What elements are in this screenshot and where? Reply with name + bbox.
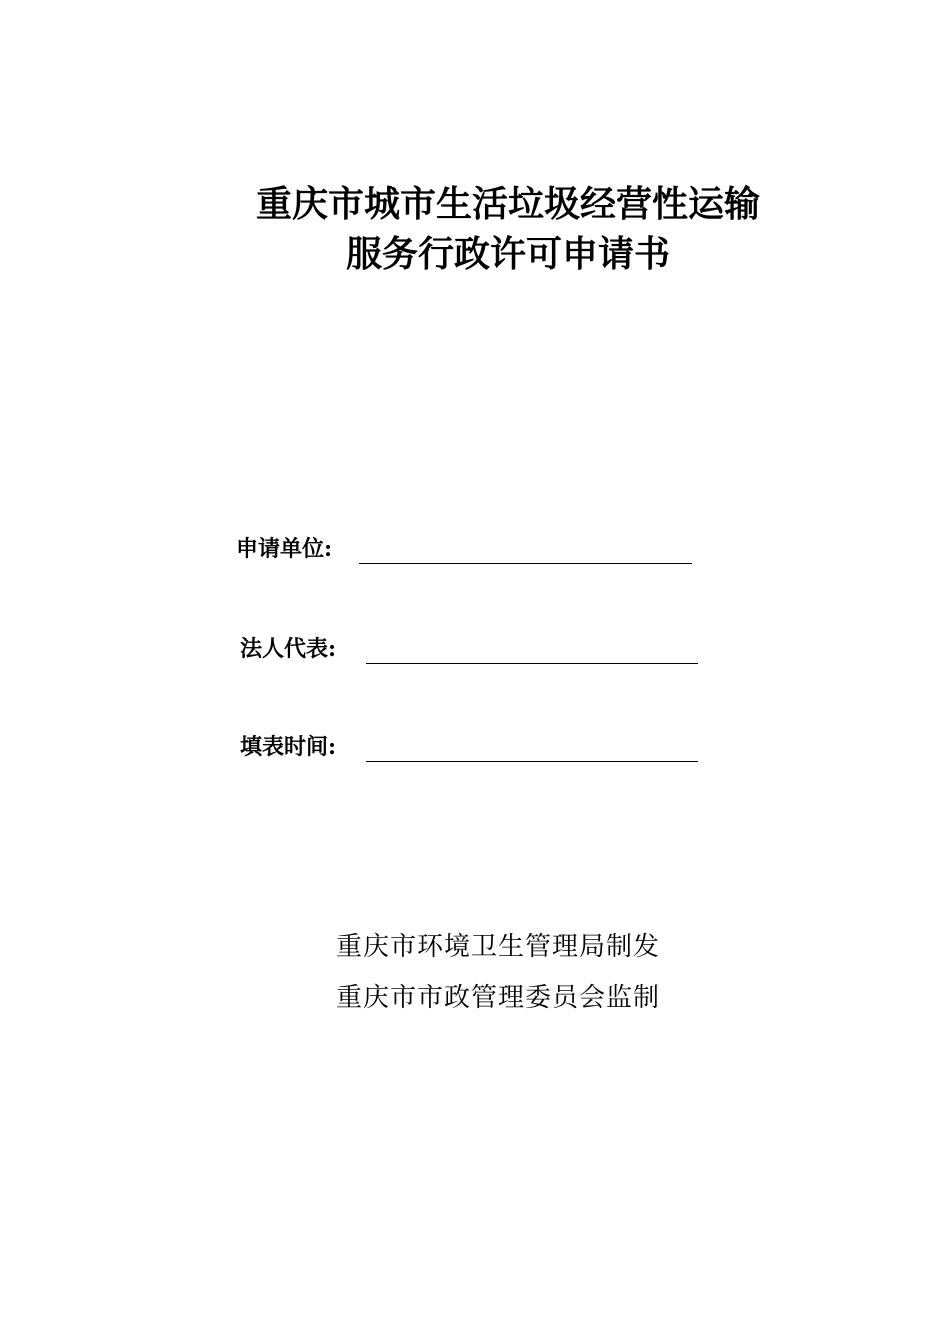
fill-date-blank-line[interactable] (366, 761, 698, 762)
applicant-field[interactable] (236, 530, 696, 564)
applicant-label: 申请单位: (236, 536, 333, 562)
fill-date-label: 填表时间: (240, 734, 337, 760)
issuer-line-1: 重庆市环境卫生管理局制发 (336, 932, 661, 962)
legal-representative-blank-line[interactable] (366, 663, 698, 664)
document-title-line-1: 重庆市城市生活垃圾经营性运输 (255, 184, 760, 225)
issuer-line-2: 重庆市市政管理委员会监制 (336, 983, 661, 1013)
document-title-line-2: 服务行政许可申请书 (345, 234, 670, 275)
fill-date-field[interactable] (240, 728, 700, 762)
legal-representative-field[interactable] (240, 630, 700, 664)
applicant-blank-line[interactable] (359, 563, 692, 564)
legal-representative-label: 法人代表: (240, 636, 337, 662)
